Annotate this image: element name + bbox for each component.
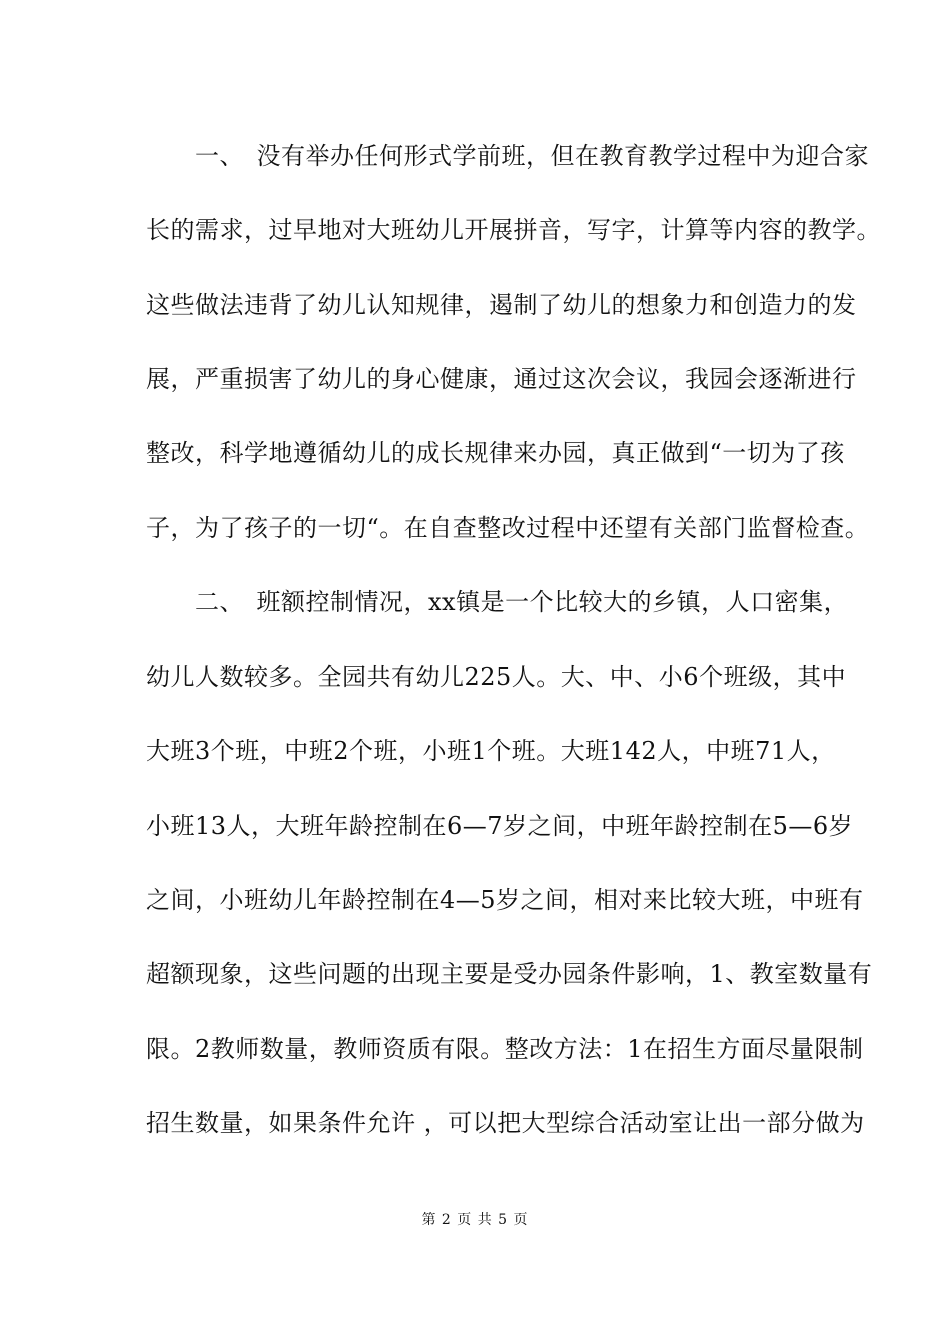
text-line-5: 整改，科学地遵循幼儿的成长规律来办园，真正做到“一切为了孩 — [146, 439, 845, 467]
text-line-1: 一、 没有举办任何形式学前班，但在教育教学过程中为迎合家 — [146, 142, 869, 170]
text-line-14: 招生数量，如果条件允许 ，可以把大型综合活动室让出一部分做为 — [146, 1109, 865, 1137]
text-line-11: 之间，小班幼儿年龄控制在4—5岁之间，相对来比较大班，中班有 — [146, 886, 864, 914]
text-line-2: 长的需求，过早地对大班幼儿开展拼音，写字，计算等内容的教学。 — [146, 216, 881, 244]
text-line-4: 展，严重损害了幼儿的身心健康，通过这次会议，我园会逐渐进行 — [146, 365, 857, 393]
text-line-7: 二、 班额控制情况，xx镇是一个比较大的乡镇，人口密集， — [146, 588, 849, 616]
text-line-3: 这些做法违背了幼儿认知规律，遏制了幼儿的想象力和创造力的发 — [146, 291, 857, 319]
text-line-9: 大班3个班，中班2个班，小班1个班。大班142人，中班71人， — [146, 737, 836, 765]
text-line-10: 小班13人，大班年龄控制在6—7岁之间，中班年龄控制在5—6岁 — [146, 812, 854, 840]
text-line-12: 超额现象，这些问题的出现主要是受办园条件影响，1、教室数量有 — [146, 960, 873, 988]
page-number-footer: 第 2 页 共 5 页 — [421, 1212, 529, 1228]
text-line-13: 限。2教师数量，教师资质有限。整改方法：1在招生方面尽量限制 — [146, 1035, 864, 1063]
text-line-6: 子，为了孩子的一切“。在自查整改过程中还望有关部门监督检查。 — [146, 514, 870, 542]
text-line-8: 幼儿人数较多。全园共有幼儿225人。大、中、小6个班级，其中 — [146, 663, 847, 691]
